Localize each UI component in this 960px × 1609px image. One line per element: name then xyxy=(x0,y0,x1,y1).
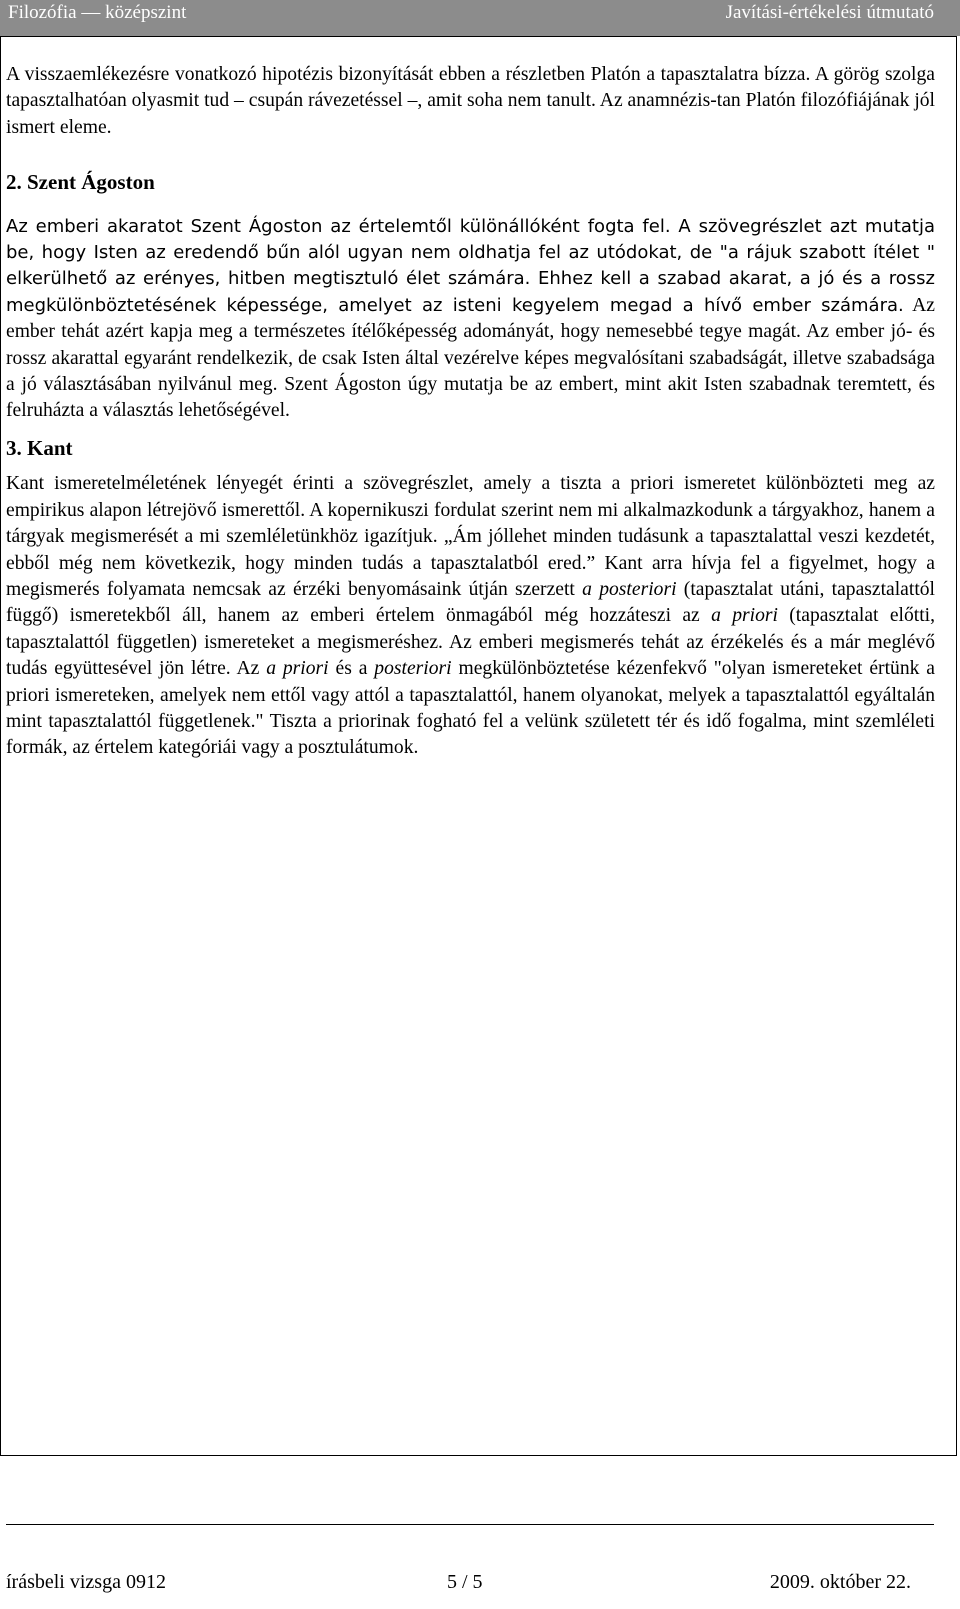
kant-text-5: megkülönböztetése kézenfekvő "olyan ismereteket értünk a priori ismereteken, amelyek nem ettől vagy attól a tapasztalattól, hanem olyanokat, melyek a tapasztalattól egyáltalán mint tapasztalattól függetlenek." Tiszta a priorinak fogható fel a velünk született tér és idő fogalma, mint szemléleti formák, az értelem kategóriái vagy a posztulátumok. xyxy=(6,658,935,759)
header-subject: Filozófia — középszint xyxy=(8,2,187,23)
page-header xyxy=(0,0,960,36)
header-document-type: Javítási-értékelési útmutató xyxy=(725,2,934,23)
kant-text-4: és a xyxy=(328,658,375,680)
kant-heading: 3. Kant xyxy=(6,435,73,460)
kant-italic-a-posteriori: a posteriori xyxy=(582,578,677,600)
kant-text-2: (tapasztalat utáni, tapasztalattól függő) ismeretekből áll, hanem az emberi értelem önmagából még hozzáteszi az xyxy=(6,578,935,627)
kant-italic-a-priori: a priori xyxy=(711,605,778,627)
document-body xyxy=(6,62,935,762)
kant-paragraph xyxy=(6,471,935,761)
kant-text-3: (tapasztalat előtti, tapasztalattól független) ismereteket a megismeréshez. Az emberi megismerés tehát az érzékelés és a már meglévő tudás együttesével jön létre. Az xyxy=(6,605,935,680)
platon-conclusion-paragraph: A visszaemlékezésre vonatkozó hipotézis bizonyítását ebben a részletben Platón a tapasztalatra bízza. A görög szolga tapasztalhatóan olyasmit tud – csupán rávezetéssel –, amit soha nem tanult. Az anamnézis-tan Platón filozófiájának jól ismert eleme. xyxy=(6,64,935,138)
footer-page-number: 5 / 5 xyxy=(447,1571,483,1593)
augustine-paragraph xyxy=(6,214,935,425)
augustine-text-serif: Az ember tehát azért kapja meg a természetes ítélőképesség adományát, hogy nemesebbé tegye magát. Az ember jó- és rossz akarattal egyaránt rendelkezik, de csak Isten által vezérelve képes megvalósítani szabadságát, illetve szabadsága a jó választásában nyilvánul meg. Szent Ágoston úgy mutatja be az embert, mint akit Isten szabadnak teremtett, és felruházta a választás lehetőségével. xyxy=(6,294,935,422)
augustine-text-sans: Az emberi akaratot Szent Ágoston az értelemtől különállóként fogta fel. A szövegrészlet azt mutatja be, hogy Isten az eredendő bűn alól ugyan nem oldhatja fel az utódokat, de "a rájuk szabott ítélet " elkerülhető az erényes, hitben megtisztuló élet számára. Ehhez kell a szabad akarat, a jó és a rossz megkülönböztetésének képessége, amelyet az isteni kegyelem megad a hívő ember számára. xyxy=(6,215,935,316)
kant-italic-posteriori: posteriori xyxy=(374,658,452,680)
kant-text-1: Kant ismeretelméletének lényegét érinti a szövegrészlet, amely a tiszta a priori ismeretet különbözteti meg az empirikus alapon létrejövő ismerettől. A kopernikuszi fordulat szerint nem mi alkalmazkodunk a tárgyakhoz, hanem a tárgyak megismerését a mi szemléletünkhöz igazítjuk. „Ám jóllehet minden tudásunk a tapasztalattal veszi kezdetét, ebből még nem következik, hogy minden tudás a tapasztalatból ered.” Kant arra hívja fel a figyelmet, hogy a megismerés folyamata nemcsak az érzéki benyomásaink útján szerzett xyxy=(6,473,935,600)
augustine-heading: 2. Szent Ágoston xyxy=(6,170,155,195)
footer-divider xyxy=(6,1524,934,1525)
kant-italic-a-priori-2: a priori xyxy=(266,658,329,680)
footer-date: 2009. október 22. xyxy=(769,1571,911,1593)
footer-exam-code: írásbeli vizsga 0912 xyxy=(6,1571,166,1593)
